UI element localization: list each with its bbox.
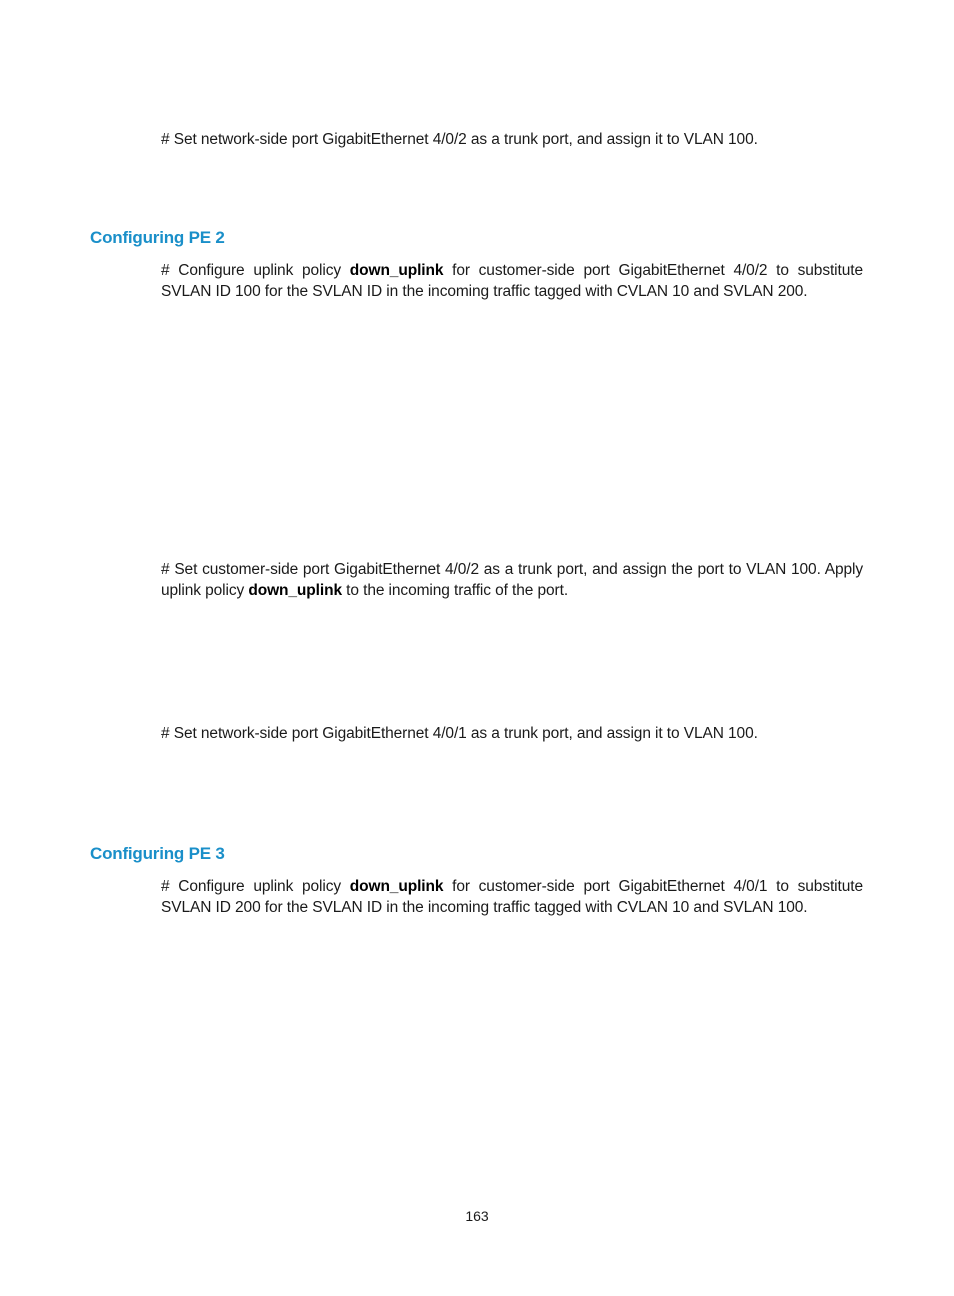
paragraph-configure-uplink-policy-pe2: # Configure uplink policy down_uplink for customer-side port GigabitEthernet 4/0/2 to substitute SVLAN ID 100 for the SVLAN ID in the incoming traffic tagged with CVLAN 10 and SVLAN 200. <box>161 262 863 300</box>
paragraph-set-customer-port-pe2: # Set customer-side port GigabitEthernet 4/0/2 as a trunk port, and assign the port to VLAN 100. Apply uplink policy down_uplink to the incoming traffic of the port. <box>161 561 863 599</box>
paragraph-set-network-port-pe2: # Set network-side port GigabitEthernet 4/0/1 as a trunk port, and assign it to VLAN 100. <box>161 725 758 742</box>
section-heading-configuring-pe2: Configuring PE 2 <box>90 228 225 247</box>
keyword-down-uplink: down_uplink <box>248 582 342 599</box>
keyword-down-uplink: down_uplink <box>349 262 444 279</box>
keyword-down-uplink: down_uplink <box>349 878 444 895</box>
page-number: 163 <box>465 1208 489 1224</box>
paragraph-configure-uplink-policy-pe3: # Configure uplink policy down_uplink for customer-side port GigabitEthernet 4/0/1 to substitute SVLAN ID 200 for the SVLAN ID in the incoming traffic tagged with CVLAN 10 and SVLAN 100. <box>161 878 863 916</box>
paragraph-set-network-port-pe1: # Set network-side port GigabitEthernet 4/0/2 as a trunk port, and assign it to VLAN 100. <box>161 131 758 148</box>
section-heading-configuring-pe3: Configuring PE 3 <box>90 844 225 863</box>
